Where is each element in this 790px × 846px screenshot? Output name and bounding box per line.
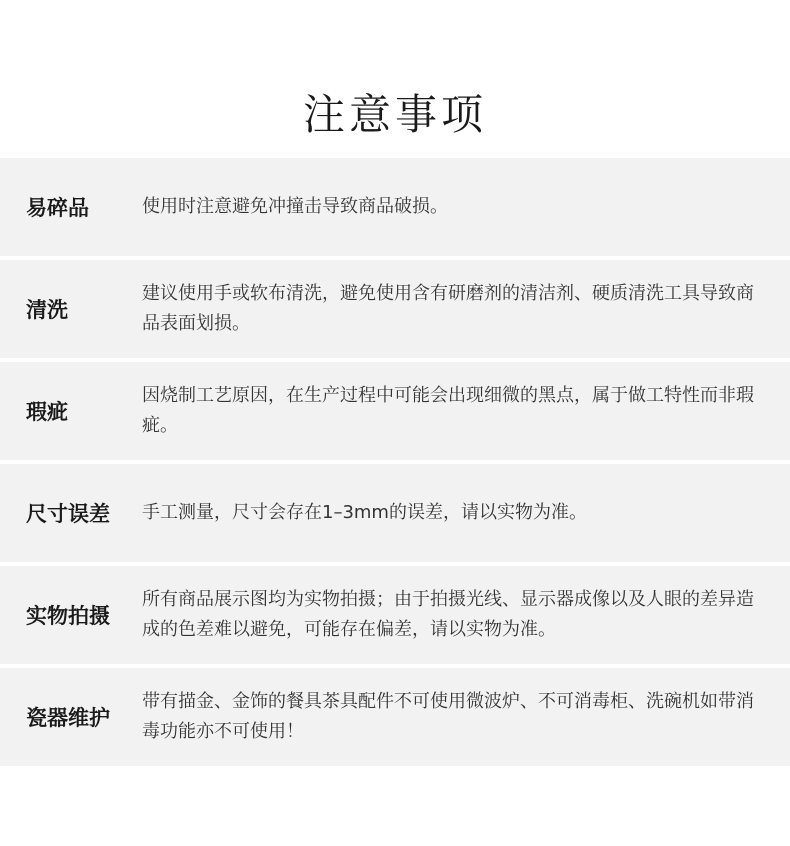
notice-text-body: 因烧制工艺原因，在生产过程中可能会出现细微的黑点，属于做工特性而非瑕疵。 [142, 385, 754, 436]
notice-text [142, 260, 762, 358]
notice-row-fragile [0, 158, 790, 256]
notice-text [142, 362, 762, 460]
notice-text [142, 566, 762, 664]
notice-row-photography [0, 566, 790, 664]
notice-row-cleaning [0, 260, 790, 358]
notice-list [0, 158, 790, 770]
notice-row-flaws [0, 362, 790, 460]
notice-row-size-error [0, 464, 790, 562]
notice-label: 瑕疵 [26, 399, 68, 424]
notice-label: 清洗 [26, 297, 68, 322]
notice-label: 易碎品 [26, 195, 89, 220]
notice-text-body: 带有描金、金饰的餐具茶具配件不可使用微波炉、不可消毒柜、洗碗机如带消毒功能亦不可使用！ [142, 691, 754, 742]
notice-text-body: 使用时注意避免冲撞击导致商品破损。 [142, 196, 448, 217]
notice-row-porcelain-care [0, 668, 790, 766]
notice-text [142, 668, 762, 766]
notice-text-body: 建议使用手或软布清洗，避免使用含有研磨剂的清洁剂、硬质清洗工具导致商品表面划损。 [142, 283, 754, 334]
notice-label: 尺寸误差 [26, 501, 110, 526]
notice-label: 瓷器维护 [26, 705, 110, 730]
notice-text-body: 手工测量，尺寸会存在1–3mm的误差，请以实物为准。 [142, 502, 587, 523]
notice-label: 实物拍摄 [26, 603, 110, 628]
page-title: 注意事项 [302, 90, 487, 139]
notice-text [142, 158, 762, 256]
notice-text [142, 464, 762, 562]
notice-text-body: 所有商品展示图均为实物拍摄；由于拍摄光线、显示器成像以及人眼的差异造成的色差难以避免，可能存在偏差，请以实物为准。 [142, 589, 754, 640]
